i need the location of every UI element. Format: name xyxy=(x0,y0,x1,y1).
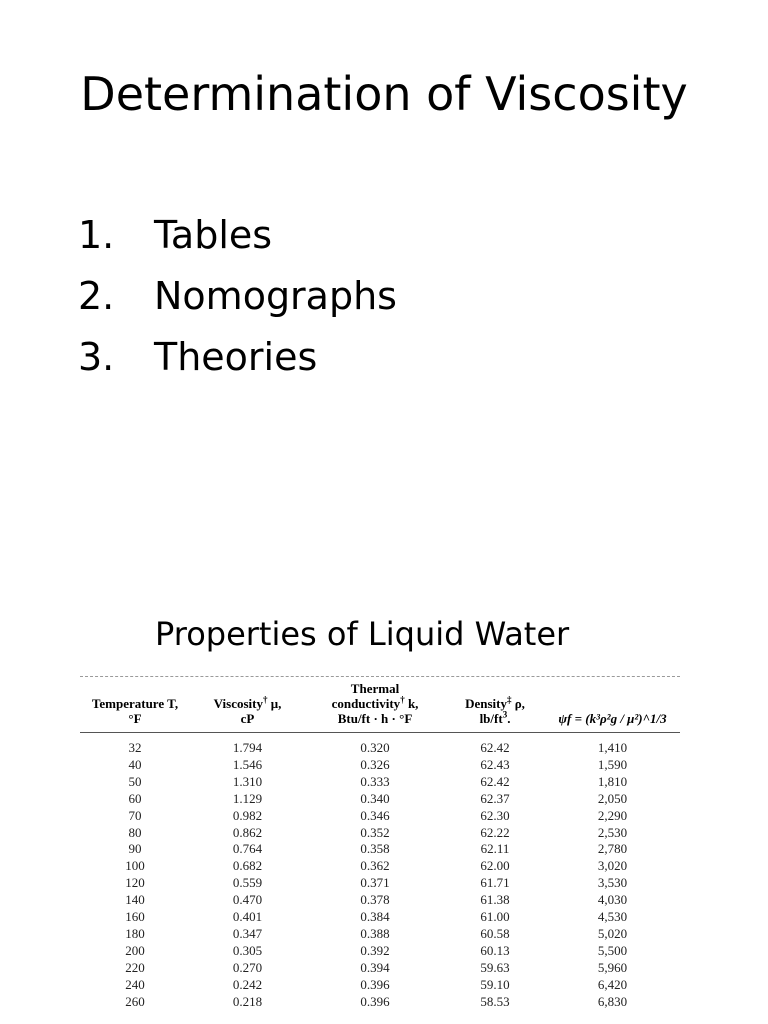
cell-viscosity: 0.982 xyxy=(232,807,263,823)
table-row xyxy=(80,875,680,892)
cell-viscosity: 0.682 xyxy=(232,858,263,874)
header-density: Density‡ ρ, $lb/ft^3$. xyxy=(465,694,525,726)
table-row xyxy=(80,733,680,757)
table-caption: Properties of Liquid Water xyxy=(155,615,570,653)
cell-thermal-conductivity: 0.333 xyxy=(360,773,390,789)
header-temperature: Temperature T, °F xyxy=(91,696,179,726)
cell-temperature: 180 xyxy=(125,925,145,941)
cell-psi: 2,050 xyxy=(597,790,628,806)
table-row xyxy=(80,858,680,875)
cell-viscosity: 0.347 xyxy=(232,925,263,941)
cell-temperature: 100 xyxy=(125,858,145,874)
list-item xyxy=(78,205,397,266)
list-item-number: 1. xyxy=(78,213,115,257)
cell-viscosity: 0.270 xyxy=(232,959,263,975)
cell-density: 62.11 xyxy=(480,841,510,857)
list-item xyxy=(78,266,397,327)
table-row xyxy=(80,825,680,842)
slide-title: Determination of Viscosity xyxy=(80,67,688,121)
cell-temperature: 50 xyxy=(128,773,142,789)
cell-temperature: 160 xyxy=(125,909,145,925)
cell-thermal-conductivity: 0.378 xyxy=(360,892,390,908)
cell-density: 60.58 xyxy=(480,925,510,941)
table-row xyxy=(80,943,680,960)
cell-temperature: 200 xyxy=(125,942,145,958)
cell-viscosity: 0.764 xyxy=(232,841,263,857)
header-viscosity: Viscosity† μ, cP xyxy=(213,694,282,726)
cell-density: 59.10 xyxy=(480,976,510,992)
cell-thermal-conductivity: 0.346 xyxy=(360,807,390,823)
cell-psi: 2,290 xyxy=(597,807,628,823)
cell-psi: 4,530 xyxy=(597,909,628,925)
cell-viscosity: 0.401 xyxy=(232,909,263,925)
cell-viscosity: 1.794 xyxy=(232,740,263,755)
cell-psi: 2,530 xyxy=(597,824,628,840)
cell-temperature: 90 xyxy=(128,841,142,857)
table-row xyxy=(80,774,680,791)
water-properties-table xyxy=(80,676,680,1011)
cell-temperature: 80 xyxy=(128,824,142,840)
table-body xyxy=(80,733,680,1011)
cell-thermal-conductivity: 0.392 xyxy=(360,942,390,958)
cell-psi: 3,020 xyxy=(597,858,628,874)
cell-temperature: 40 xyxy=(128,756,142,772)
cell-density: 61.00 xyxy=(480,909,510,925)
cell-density: 62.00 xyxy=(480,858,510,874)
method-list xyxy=(78,205,397,388)
list-item-number: 2. xyxy=(78,274,115,318)
cell-psi: 6,830 xyxy=(597,993,628,1009)
cell-density: 62.42 xyxy=(480,773,510,789)
cell-density: 62.42 xyxy=(480,740,510,755)
cell-thermal-conductivity: 0.394 xyxy=(360,959,390,975)
list-item-text: Nomographs xyxy=(154,274,397,318)
cell-temperature: 60 xyxy=(128,790,142,806)
table-header-row xyxy=(80,677,680,733)
cell-thermal-conductivity: 0.396 xyxy=(360,976,390,992)
cell-density: 62.30 xyxy=(480,807,510,823)
cell-viscosity: 0.305 xyxy=(232,942,263,958)
cell-temperature: 240 xyxy=(125,976,145,992)
cell-viscosity: 0.470 xyxy=(232,892,263,908)
cell-density: 62.22 xyxy=(480,824,510,840)
cell-density: 61.71 xyxy=(480,875,510,891)
cell-psi: 4,030 xyxy=(597,892,628,908)
list-item-text: Theories xyxy=(154,335,318,379)
table-row xyxy=(80,808,680,825)
cell-psi: 3,530 xyxy=(597,875,628,891)
table-row xyxy=(80,841,680,858)
cell-thermal-conductivity: 0.320 xyxy=(360,740,390,755)
cell-viscosity: 1.310 xyxy=(232,773,263,789)
cell-viscosity: 0.862 xyxy=(232,824,263,840)
cell-thermal-conductivity: 0.371 xyxy=(360,875,390,891)
cell-psi: 1,590 xyxy=(597,756,628,772)
cell-density: 62.43 xyxy=(480,756,510,772)
list-item-number: 3. xyxy=(78,335,115,379)
cell-viscosity: 1.546 xyxy=(232,756,263,772)
cell-temperature: 120 xyxy=(125,875,145,891)
cell-density: 60.13 xyxy=(480,942,510,958)
table-row xyxy=(80,960,680,977)
cell-thermal-conductivity: 0.326 xyxy=(360,756,390,772)
table-row xyxy=(80,926,680,943)
cell-viscosity: 0.242 xyxy=(232,976,263,992)
cell-psi: 5,020 xyxy=(597,925,628,941)
list-item xyxy=(78,327,397,388)
cell-temperature: 70 xyxy=(128,807,142,823)
cell-psi: 2,780 xyxy=(597,841,628,857)
cell-temperature: 220 xyxy=(125,959,145,975)
cell-viscosity: 1.129 xyxy=(232,790,263,806)
cell-density: 59.63 xyxy=(480,959,510,975)
table-row xyxy=(80,791,680,808)
cell-density: 61.38 xyxy=(480,892,510,908)
cell-density: 62.37 xyxy=(480,790,510,806)
cell-thermal-conductivity: 0.396 xyxy=(360,993,390,1009)
cell-thermal-conductivity: 0.352 xyxy=(360,824,390,840)
header-thermal-conductivity: Thermal conductivity† k, Btu/ft · h · °F xyxy=(331,681,419,726)
header-psi-formula: ψf = (k³ρ²g / μ²)^1/3 xyxy=(558,711,667,726)
cell-temperature: 260 xyxy=(125,993,145,1009)
cell-psi: 5,960 xyxy=(597,959,628,975)
cell-psi: 1,410 xyxy=(597,740,628,755)
cell-density: 58.53 xyxy=(480,993,510,1009)
table-row xyxy=(80,892,680,909)
cell-thermal-conductivity: 0.388 xyxy=(360,925,390,941)
cell-viscosity: 0.218 xyxy=(232,993,263,1009)
table-row xyxy=(80,757,680,774)
table-row xyxy=(80,977,680,994)
cell-thermal-conductivity: 0.340 xyxy=(360,790,390,806)
cell-psi: 5,500 xyxy=(597,942,628,958)
table-row xyxy=(80,994,680,1011)
cell-temperature: 140 xyxy=(125,892,145,908)
cell-viscosity: 0.559 xyxy=(232,875,263,891)
cell-psi: 6,420 xyxy=(597,976,628,992)
table-row xyxy=(80,909,680,926)
list-item-text: Tables xyxy=(154,213,273,257)
cell-thermal-conductivity: 0.384 xyxy=(360,909,390,925)
cell-thermal-conductivity: 0.358 xyxy=(360,841,390,857)
cell-thermal-conductivity: 0.362 xyxy=(360,858,390,874)
cell-temperature: 32 xyxy=(128,740,142,755)
cell-psi: 1,810 xyxy=(597,773,628,789)
